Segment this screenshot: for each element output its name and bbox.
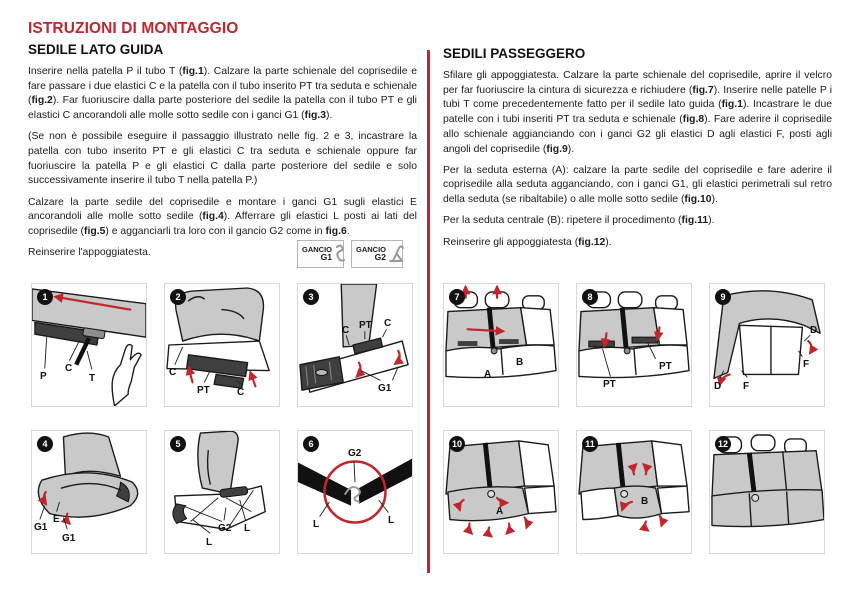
figure-label: A [496,506,504,517]
figure-number-badge: 11 [582,436,598,452]
figure-panel-5 [164,430,280,554]
figure-label: C [342,325,350,336]
figure-number-badge: 12 [715,436,731,452]
figure-label: A [484,369,492,380]
figure-label: E [53,514,60,525]
figure-panel-4 [31,430,147,554]
hook-g1-title: GANCIO [302,244,332,254]
figure-panel-11 [576,430,692,554]
figure-label: G1 [378,383,392,394]
figure-number-badge: 2 [170,289,186,305]
s-hook-icon [334,244,345,265]
figure-number-badge: 4 [37,436,53,452]
figure-label: L [313,519,320,530]
figure-label: PT [603,379,616,390]
figure-label: PT [197,385,210,396]
figure-label: G2 [348,448,362,459]
paragraph: Per la seduta esterna (A): calzare la parte sedile del coprisedile e fare aderire il coprisedile alla seduta agganciando, con i ganci G1, gli elastici perimetrali sul retro della seduta (se ribaltabile) o alle molle sotto sedile (fig.10). [443,164,832,206]
hook-g1-code: G1 [320,252,332,263]
figure-grid-right [443,283,825,554]
right-column [443,46,832,257]
figure-number-badge: 1 [37,289,53,305]
figure-panel-6 [297,430,413,554]
figure-label: L [388,515,395,526]
figure-label: G1 [62,533,76,544]
figure-label: C [237,387,245,398]
figure-panel-1 [31,283,147,407]
figure-label: D [810,325,818,336]
figure-label: C [65,363,73,374]
paragraph: Calzare la parte sedile del coprisedile e montare i ganci G1 sugli elastici E ancorandoli alle molle sotto sedile (fig.4). Afferrare gli elastici L posti ai lati del coprisedile (fig.5) e agganciarli tra loro con il gancio G2 come in fig.6. [28,196,417,238]
right-column-heading: SEDILI PASSEGGERO [443,46,586,61]
left-column [28,42,417,267]
figure-label: C [169,367,177,378]
figure-panel-3 [297,283,413,407]
figure-panel-12 [709,430,825,554]
figure-number-badge: 5 [170,436,186,452]
figure-label: P [40,371,47,382]
figure-label: PT [359,320,372,331]
hook-g2-code: G2 [374,252,386,263]
figure-panel-7 [443,283,559,407]
figure-panel-2 [164,283,280,407]
figure-label: G2 [218,523,232,534]
figure-label: B [516,357,524,368]
figure-label: F [803,359,810,370]
page-title: ISTRUZIONI DI MONTAGGIO [28,20,239,37]
paragraph: (Se non è possibile eseguire il passaggio illustrato nelle fig. 2 e 3, incastrare la patella con tubo inserito PT e gli elastici C tra seduta e schienale oppure far fuoriuscire la patella P e gli elastici C dalla parte posteriore del sedile e solo successivamente inserire il tubo T nella patella P.) [28,131,417,187]
column-divider [427,50,430,573]
paragraph: Reinserire gli appoggiatesta (fig.12). [443,236,612,248]
figure-panel-10 [443,430,559,554]
hook-legend [297,240,403,268]
paragraph: Reinserire l'appoggiatesta. [28,247,151,259]
figure-label: L [206,537,213,548]
figure-number-badge: 8 [582,289,598,305]
figure-label: D [714,381,722,392]
figure-label: L [244,523,251,534]
figure-panel-8 [576,283,692,407]
figure-label: F [743,381,750,392]
hook-g2-box [351,240,403,268]
figure-panel-9 [709,283,825,407]
figure-number-badge: 9 [715,289,731,305]
figure-number-badge: 6 [303,436,319,452]
figure-label: G1 [34,522,48,533]
figure-grid-left [31,283,413,554]
hook-g2-title: GANCIO [356,244,386,254]
base-hook-icon [388,244,405,265]
figure-label: B [641,496,649,507]
figure-number-badge: 3 [303,289,319,305]
figure-number-badge: 7 [449,289,465,305]
paragraph: Sfilare gli appoggiatesta. Calzare la parte schienale del coprisedile, aprire il velcro per far fuoriuscire la cintura di sicurezza e richiudere (fig.7). Inserire nelle patelle P i tubi T come precedentemente fatto per il sedile lato guida (fig.1). Incastrare le due patelle con i tubi inseriti PT tra seduta e schienale (fig.8). Fare aderire il coprisedile allo schienale aggianciando con i ganci G2 gli elastici D agli elastici F, posti agli angoli del coprisedile (fig.9). [443,70,833,155]
hook-g1-box [297,240,344,268]
figure-label: T [89,373,96,384]
paragraph: Inserire nella patella P il tubo T (fig.1). Calzare la parte schienale del coprisedile e fare passare i due elastici C e la patella con il tubo inserito PT tra seduta e schienale (fig.2). Far fuoriuscire dalla parte posteriore del sedile la patella con il tubo PT e gli elastici C ancorandoli alle molle sotto sedile con i ganci G1 (fig.3). [28,66,417,122]
figure-label: PT [659,361,672,372]
figure-label: C [384,318,392,329]
paragraph: Per la seduta centrale (B): ripetere il procedimento (fig.11). [443,215,715,227]
left-column-heading: SEDILE LATO GUIDA [28,42,164,57]
figure-number-badge: 10 [449,436,465,452]
